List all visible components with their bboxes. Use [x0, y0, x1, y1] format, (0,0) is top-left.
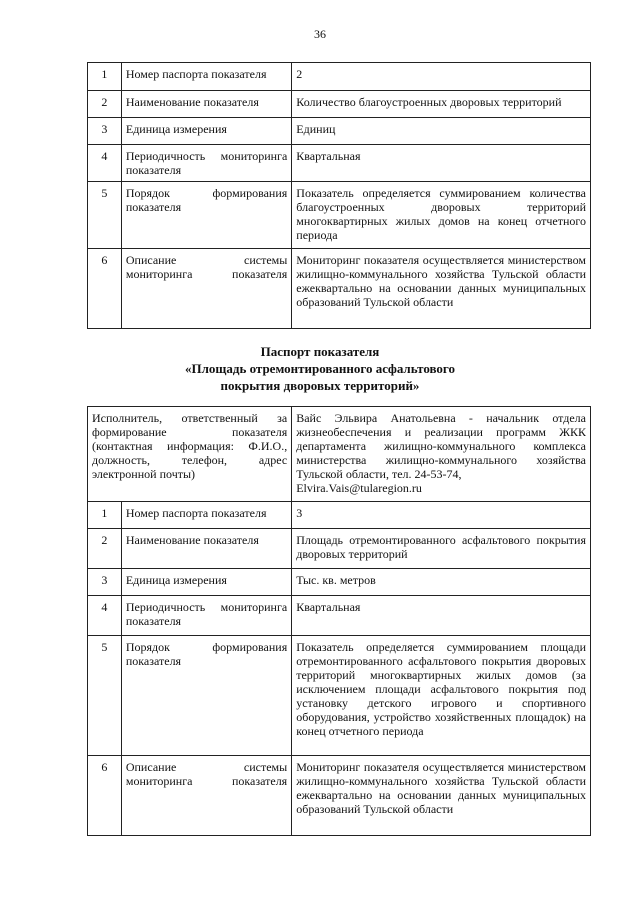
heading-line: «Площадь отремонтированного асфальтового — [184, 361, 456, 376]
row-value: Тыс. кв. метров — [292, 569, 591, 596]
row-value: Количество благоустроенных дворовых территорий — [292, 91, 591, 118]
row-label: Порядок формирования показателя — [121, 182, 291, 249]
row-number: 1 — [88, 63, 122, 91]
indicator-passport-table-1 — [87, 62, 591, 329]
heading-line: Паспорт показателя — [260, 344, 380, 359]
row-label: Описание системы мониторинга показателя — [121, 249, 291, 329]
row-value: Квартальная — [292, 596, 591, 636]
table-row — [88, 249, 591, 329]
executor-label: Исполнитель, ответственный за формирование показателя (контактная информация: Ф.И.О., должность, телефон, адрес электронной почты) — [88, 407, 292, 502]
row-value: Мониторинг показателя осуществляется министерством жилищно-коммунального хозяйства Тульской области ежеквартально на основании данных муниципальных образований Тульской области — [292, 249, 591, 329]
row-number: 1 — [88, 502, 122, 529]
row-number: 6 — [88, 756, 122, 836]
executor-value — [292, 407, 591, 502]
row-label: Периодичность мониторинга показателя — [121, 145, 291, 182]
row-label: Единица измерения — [121, 118, 291, 145]
row-label: Наименование показателя — [121, 91, 291, 118]
row-number: 4 — [88, 596, 122, 636]
page-number: 36 — [314, 27, 326, 41]
row-number: 5 — [88, 636, 122, 756]
row-number: 6 — [88, 249, 122, 329]
row-number: 4 — [88, 145, 122, 182]
table-row — [88, 145, 591, 182]
row-label: Периодичность мониторинга показателя — [121, 596, 291, 636]
section-heading — [0, 343, 640, 394]
row-label: Наименование показателя — [121, 529, 291, 569]
table-row — [88, 596, 591, 636]
table-row — [88, 569, 591, 596]
executor-email: Elvira.Vais@tularegion.ru — [296, 481, 422, 495]
row-label: Единица измерения — [121, 569, 291, 596]
table-row — [88, 529, 591, 569]
heading-line: покрытия дворовых территорий» — [220, 378, 420, 393]
row-value: Площадь отремонтированного асфальтового покрытия дворовых территорий — [292, 529, 591, 569]
table-row — [88, 407, 591, 502]
row-value: Квартальная — [292, 145, 591, 182]
indicator-passport-table-2 — [87, 406, 591, 836]
row-label: Номер паспорта показателя — [121, 63, 291, 91]
table-row — [88, 91, 591, 118]
row-value: Мониторинг показателя осуществляется министерством жилищно-коммунального хозяйства Тульской области ежеквартально на основании данных муниципальных образований Тульской области — [292, 756, 591, 836]
table-row — [88, 63, 591, 91]
row-value: Показатель определяется суммированием количества благоустроенных дворовых территорий многоквартирных жилых домов на конец отчетного периода — [292, 182, 591, 249]
row-number: 2 — [88, 91, 122, 118]
executor-contact: Вайс Эльвира Анатольевна - начальник отдела жизнеобеспечения и реализации программ ЖКК департамента жилищно-коммунального комплекса министерства жилищно-коммунального хозяйства Тульской области, тел. 24-53-74, — [296, 411, 586, 481]
row-value: 3 — [292, 502, 591, 529]
row-label: Номер паспорта показателя — [121, 502, 291, 529]
row-number: 3 — [88, 569, 122, 596]
table-row — [88, 182, 591, 249]
row-label: Порядок формирования показателя — [121, 636, 291, 756]
row-value: 2 — [292, 63, 591, 91]
row-value: Показатель определяется суммированием площади отремонтированного асфальтового покрытия дворовых территорий многоквартирных жилых домов (за исключением площади асфальтового покрытия под установку детского игрового и спортивного оборудования, устройство хозяйственных площадок) на конец отчетного периода — [292, 636, 591, 756]
row-label: Описание системы мониторинга показателя — [121, 756, 291, 836]
row-value: Единиц — [292, 118, 591, 145]
table-row — [88, 756, 591, 836]
table-row — [88, 118, 591, 145]
table-row — [88, 502, 591, 529]
row-number: 2 — [88, 529, 122, 569]
row-number: 5 — [88, 182, 122, 249]
row-number: 3 — [88, 118, 122, 145]
table-row — [88, 636, 591, 756]
